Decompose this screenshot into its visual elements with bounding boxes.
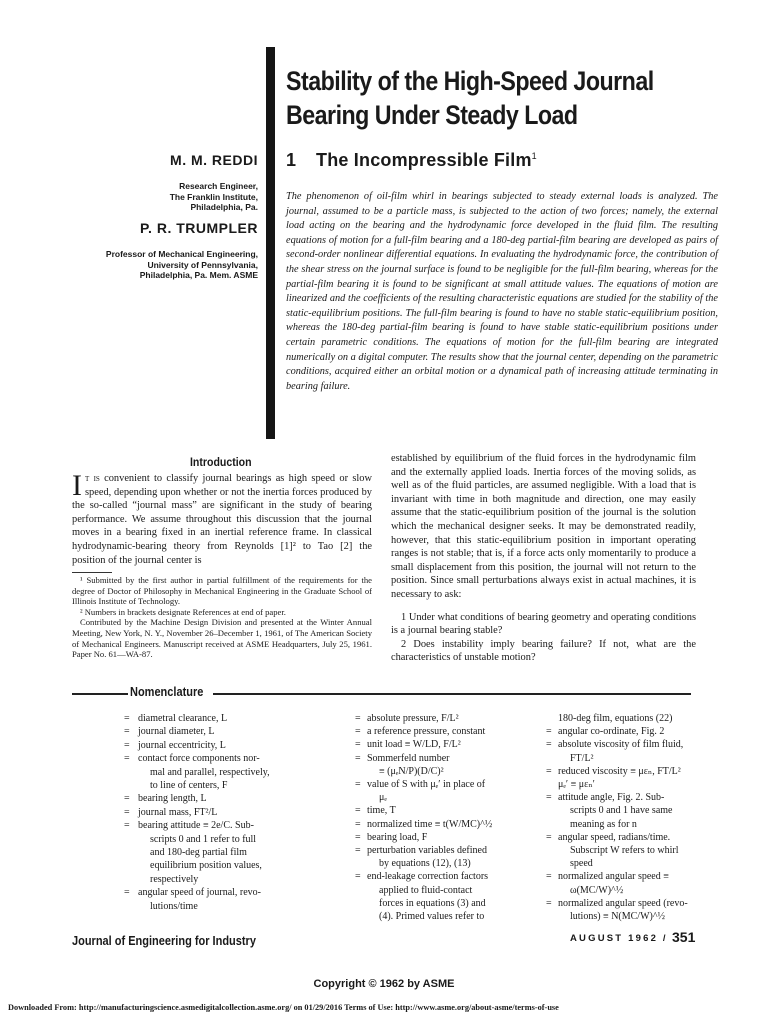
- paper-title: [286, 64, 682, 132]
- nomenclature-definition: equilibrium position values,: [150, 860, 262, 872]
- nomenclature-equals: =: [546, 765, 552, 777]
- nomenclature-definition: absolute viscosity of film fluid,: [558, 739, 684, 751]
- subtitle-text: The Incompressible Film: [316, 150, 532, 170]
- intro-paragraph: convenient to classify journal bearings as high speed or slow speed, depending upon whether or not the inertia forces produced by the so-called “journal mass” are significant in the study of bearing performance. We assume throughout this discussion that the journal moves in a bearing fixed in an inertial reference frame. In classical hydrodynamic-bearing theory from Reynolds [1]² to Tao [2] the position of the journal center is: [72, 473, 372, 566]
- nomenclature-definition: angular speed of journal, revo-: [138, 887, 262, 899]
- nomenclature-definition: (4). Primed values refer to: [379, 911, 485, 922]
- footnote-1: ¹ Submitted by the first author in partial fulfillment of the requirements for the degree of Doctor of Philosophy in Mechanical Engineering in the Graduate School of Illinois Institute of Technology.: [72, 575, 372, 607]
- intro-lead-words: t is: [85, 473, 100, 484]
- nomenclature-equals: =: [124, 726, 130, 738]
- nomenclature-definition: mal and parallel, respectively,: [150, 766, 270, 778]
- nomenclature-definition: time, T: [367, 805, 396, 817]
- copyright-notice: Copyright © 1962 by ASME: [313, 978, 455, 990]
- nomenclature-equals: =: [124, 793, 130, 805]
- nomenclature-definition: attitude angle, Fig. 2. Sub-: [558, 792, 665, 804]
- nomenclature-definition: bearing attitude ≡ 2e/C. Sub-: [138, 820, 254, 832]
- nomenclature-definition: diametral clearance, L: [138, 713, 228, 724]
- nomenclature-definition: scripts 0 and 1 refer to full: [150, 833, 257, 845]
- nomenclature-equals: =: [355, 726, 361, 738]
- right-column-paragraph: established by equilibrium of the fluid forces in the hydrodynamic film and the externally applied loads. Inertia forces of the moving solids, as well as of the fluid particles, are assumed negligible. With a load that is invariant with time in both magnitude and direction, one may easily assume that the static-equilibrium position of the journal is the solution which the mechanical designer seeks. It may be demonstrated readily, however, that this static-equilibrium position in important operating ranges is not stable; that is, if a force acts only momentarily to produce a small displacement from this position, the journal will not return to the position. Since small perturbations always exist in actual machines, it is necessary to ask:: [391, 453, 696, 600]
- nomenclature-rule-right: [213, 693, 691, 695]
- nomenclature-rule-left: [72, 693, 128, 695]
- journal-name: Journal of Engineering for Industry: [72, 934, 256, 948]
- nomenclature-definition: FT/L²: [570, 752, 594, 764]
- affil-2-line-1: Professor of Mechanical Engineering,: [105, 249, 258, 259]
- section-heading-nomenclature: Nomenclature: [130, 685, 204, 699]
- nomenclature-equals: =: [124, 739, 130, 751]
- nomenclature-definition: bearing load, F: [367, 831, 428, 843]
- nomenclature-definition: journal diameter, L: [138, 726, 215, 738]
- subtitle-footnote-mark: 1: [531, 151, 537, 161]
- nomenclature-equals: =: [124, 713, 130, 724]
- footnotes: [72, 575, 372, 660]
- nomenclature-equals: =: [355, 713, 361, 724]
- nomenclature-definition: contact force components nor-: [138, 753, 260, 765]
- section-heading-introduction: Introduction: [190, 455, 252, 469]
- title-line-2: Bearing Under Steady Load: [286, 100, 578, 130]
- nomenclature-definition: meaning as for n: [570, 818, 637, 830]
- subtitle-number: 1: [286, 150, 297, 170]
- nomenclature-definition: applied to fluid-contact: [379, 884, 473, 896]
- nomenclature-equals: =: [355, 871, 361, 883]
- nomenclature-definition: μₑ: [379, 792, 387, 804]
- nomenclature-definition: lutions) ≡ N(MC/W)^½: [570, 911, 666, 922]
- nomenclature-definition: Subscript W refers to whirl: [570, 845, 679, 856]
- nomenclature-definition: respectively: [150, 873, 199, 885]
- author-name-1: M. M. REDDI: [170, 152, 258, 168]
- nomenclature-equals: =: [546, 792, 552, 804]
- page-number: 351: [672, 929, 696, 945]
- nomenclature-equals: =: [546, 726, 552, 738]
- affil-2-line-3: Philadelphia, Pa. Mem. ASME: [139, 270, 258, 280]
- nomenclature-definition: Sommerfeld number: [367, 752, 450, 764]
- nomenclature-definition: speed: [570, 858, 593, 870]
- nomenclature-definition: normalized angular speed (revo-: [558, 897, 688, 909]
- affil-1-line-2: The Franklin Institute,: [169, 191, 258, 202]
- issue-date: AUGUST 1962 /: [570, 933, 668, 944]
- nomenclature-definition: reduced viscosity ≡ μεₙ, FT/L²: [558, 765, 681, 777]
- nomenclature-definition: ω(MC/W)^½: [570, 884, 624, 896]
- author-affiliation-2: [106, 249, 258, 281]
- affil-1-line-3: Philadelphia, Pa.: [190, 202, 258, 212]
- nomenclature-definition: absolute pressure, F/L²: [367, 713, 459, 724]
- nomenclature-definition: normalized angular speed ≡: [558, 871, 669, 883]
- author-name-2: P. R. TRUMPLER: [140, 220, 258, 236]
- affil-1-line-1: Research Engineer,: [179, 181, 258, 191]
- footnote-2: ² Numbers in brackets designate References at end of paper.: [80, 606, 286, 617]
- title-line-1: Stability of the High-Speed Journal: [286, 66, 654, 96]
- nomenclature-equals: =: [546, 739, 552, 751]
- nomenclature-definition: forces in equations (3) and: [379, 897, 486, 909]
- nomenclature-definition: lutions/time: [150, 900, 198, 912]
- nomenclature-definition: to line of centers, F: [150, 780, 228, 791]
- nomenclature-equals: =: [546, 831, 552, 843]
- abstract: The phenomenon of oil-film whirl in bearings subjected to steady external loads is analyzed. The journal, assumed to be a particle mass, is subjected to the action of two forces; namely, the external load acting on the bearing and the hydrodynamic force developed in the fluid film. The resulting equations of motion for a full-film bearing and a 180-deg partial-film bearing are developed as pairs of second-order nonlinear differential equations. In evaluating the hydrodynamic force, the contribution of the shear stress on the journal surface is found to be negligible for the full-film bearing, whereas for the partial-film bearing it is found to be significant at small attitude values. The equations of motion are linearized and the coefficients of the resulting characteristic equations are studied for the stability of the static-equilibrium positions. The full-film bearing is found to have no stable static-equilibrium position, whereas the 180-deg partial-film bearing is found to have stable static-equilibrium positions under certain parametric conditions. The equations of motion for the full-film bearing are integrated numerically on a digital computer. The results show that the journal center, depending on the parametric conditions, acquired either an orbital motion or a dynamical path of increasing attitude terminating in bearing failure.: [286, 191, 718, 392]
- nomenclature-definition: angular speed, radians/time.: [558, 831, 671, 843]
- nomenclature-definition: journal eccentricity, L: [138, 739, 226, 751]
- nomenclature-equals: =: [355, 739, 361, 751]
- nomenclature-definition: journal mass, FT²/L: [138, 806, 218, 818]
- nomenclature-equals: =: [124, 753, 130, 765]
- nomenclature-definition: ≡ (μₑN/P)(D/C)²: [379, 765, 444, 777]
- nomenclature-definition: a reference pressure, constant: [367, 726, 486, 738]
- nomenclature-equals: =: [546, 871, 552, 883]
- nomenclature-equals: =: [124, 806, 130, 818]
- drop-cap: I: [72, 469, 82, 502]
- title-vertical-rule: [266, 47, 275, 439]
- footnote-contribution: Contributed by the Machine Design Division and presented at the Winter Annual Meeting, New York, N. Y., November 26–December 1, 1961, of The American Society of Mechanical Engineers. Manuscript received at ASME Headquarters, July 25, 1961. Paper No. 61—WA-87.: [72, 617, 372, 660]
- nomenclature-definition: μₑ′ ≡ μεₙ′: [558, 779, 595, 790]
- nomenclature-definition: 180-deg film, equations (22): [558, 713, 673, 724]
- nomenclature-definition: perturbation variables defined: [367, 845, 487, 856]
- nomenclature-equals: =: [124, 887, 130, 899]
- nomenclature-definition: normalized time ≡ t(W/MC)^½: [367, 818, 493, 830]
- nomenclature-definition: bearing length, L: [138, 793, 207, 805]
- nomenclature-definition: unit load ≡ W/LD, F/L²: [367, 739, 461, 751]
- author-affiliation-1: [170, 181, 258, 213]
- question-1: 1 Under what conditions of bearing geometry and operating conditions is a journal bearing stable?: [391, 611, 696, 637]
- affil-2-line-2: University of Pennsylvania,: [147, 259, 258, 270]
- nomenclature-definition: and 180-deg partial film: [150, 847, 247, 858]
- footnote-rule: [72, 572, 112, 573]
- download-notice: Downloaded From: http://manufacturingscience.asmedigitalcollection.asme.org/ on 01/29/2016 Terms of Use: http://www.asme.org/about-asme/terms-of-use: [8, 1003, 559, 1012]
- nomenclature-equals: =: [355, 805, 361, 817]
- question-2: 2 Does instability imply bearing failure? If not, what are the characteristics of unstable motion?: [391, 638, 696, 664]
- nomenclature-equals: =: [355, 779, 361, 790]
- nomenclature-definition: value of S with μₑ′ in place of: [367, 779, 486, 790]
- nomenclature-definition: angular co-ordinate, Fig. 2: [558, 726, 665, 738]
- nomenclature-equals: =: [355, 752, 361, 764]
- nomenclature-definition: scripts 0 and 1 have same: [570, 805, 673, 817]
- nomenclature-equals: =: [355, 831, 361, 843]
- nomenclature-equals: =: [546, 897, 552, 909]
- nomenclature-definition: end-leakage correction factors: [367, 871, 489, 883]
- nomenclature-equals: =: [355, 845, 361, 856]
- nomenclature-equals: =: [124, 820, 130, 832]
- nomenclature-definition: by equations (12), (13): [379, 858, 471, 870]
- paper-subtitle: [286, 150, 537, 171]
- right-column-text: [391, 452, 696, 665]
- nomenclature-equals: =: [355, 818, 361, 830]
- introduction-text: [72, 469, 372, 567]
